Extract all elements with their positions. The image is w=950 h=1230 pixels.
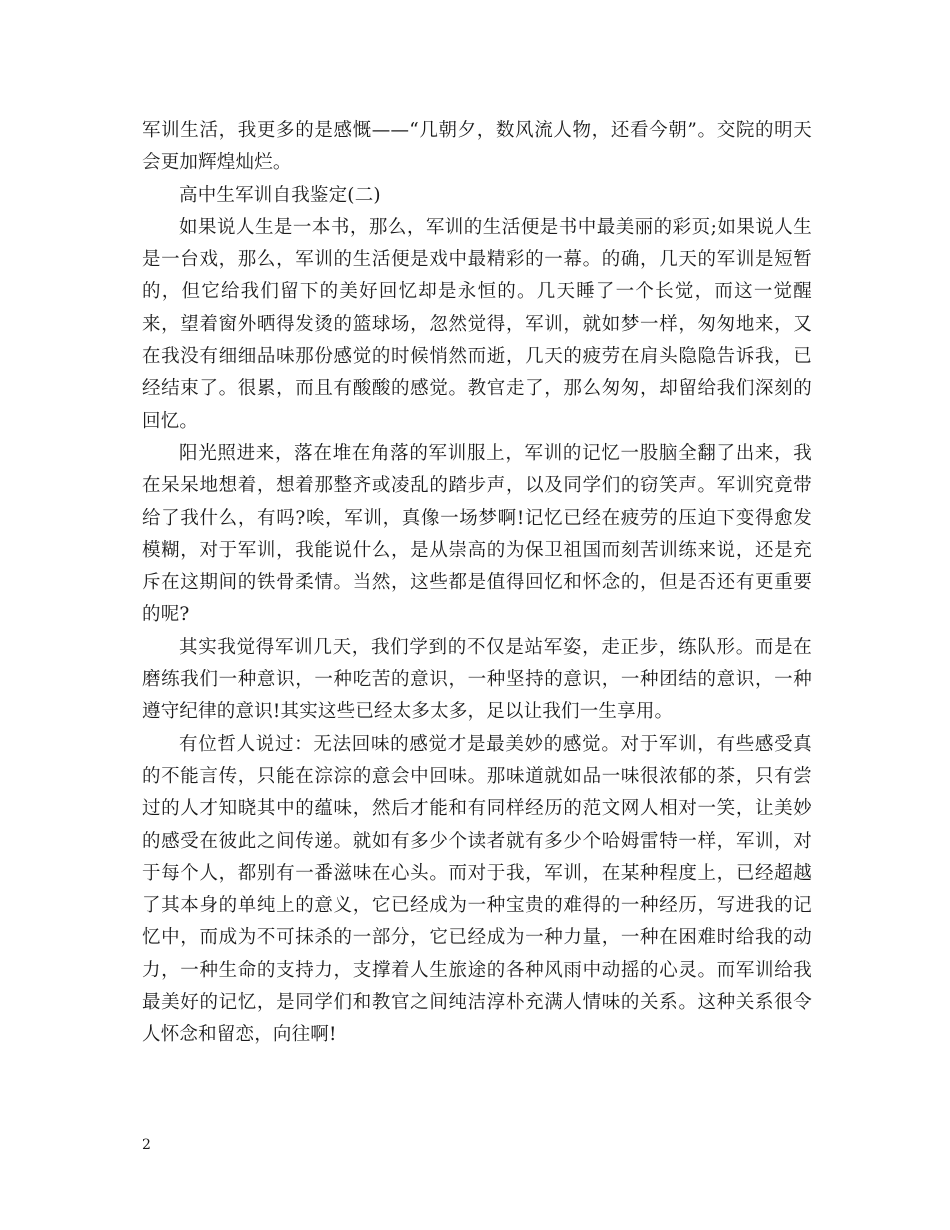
page-number: 2 [142, 1137, 151, 1153]
paragraph-continuation: 军训生活，我更多的是感慨——“几朝夕，数风流人物，还看今朝”。交院的明天会更加辉煌灿烂。 [142, 120, 812, 174]
paragraph: 如果说人生是一本书，那么，军训的生活便是书中最美丽的彩页;如果说人生是一台戏，那么，军训的生活便是戏中最精彩的一幕。的确，几天的军训是短暂的，但它给我们留下的美好回忆却是永恒的。几天睡了一个长觉，而这一觉醒来，望着窗外晒得发烫的篮球场，忽然觉得，军训，就如梦一样，匆匆地来，又在我没有细细品味那份感觉的时候悄然而逝，几天的疲劳在肩头隐隐告诉我，已经结束了。很累，而且有酸酸的感觉。教官走了，那么匆匆，却留给我们深刻的回忆。 [142, 216, 812, 432]
paragraph: 其实我觉得军训几天，我们学到的不仅是站军姿，走正步，练队形。而是在磨练我们一种意识，一种吃苦的意识，一种坚持的意识，一种团结的意识，一种遵守纪律的意识!其实这些已经太多太多，足以让我们一生享用。 [142, 636, 812, 723]
document-body [142, 115, 812, 1052]
section-heading: 高中生军训自我鉴定(二) [179, 184, 381, 206]
paragraph: 有位哲人说过：无法回味的感觉才是最美妙的感觉。对于军训，有些感受真的不能言传，只能在淙淙的意会中回味。那味道就如品一味很浓郁的茶，只有尝过的人才知晓其中的蕴味，然后才能和有同样经历的范文网人相对一笑，让美妙的感受在彼此之间传递。就如有多少个读者就有多少个哈姆雷特一样，军训，对于每个人，都别有一番滋味在心头。而对于我，军训，在某种程度上，已经超越了其本身的单纯上的意义，它已经成为一种宝贵的难得的一种经历，写进我的记忆中，而成为不可抹杀的一部分，它已经成为一种力量，一种在困难时给我的动力，一种生命的支持力，支撑着人生旅途的各种风雨中动摇的心灵。而军训给我最美好的记忆，是同学们和教官之间纯洁淳朴充满人情味的关系。这种关系很令人怀念和留恋，向往啊! [142, 733, 812, 1046]
paragraph: 阳光照进来，落在堆在角落的军训服上，军训的记忆一股脑全翻了出来，我在呆呆地想着，想着那整齐或凌乱的踏步声，以及同学们的窃笑声。军训究竟带给了我什么，有吗?唉，军训，真像一场梦啊!记忆已经在疲劳的压迫下变得愈发模糊，对于军训，我能说什么，是从崇高的为保卫祖国而刻苦训练来说，还是充斥在这期间的铁骨柔情。当然，这些都是值得回忆和怀念的，但是否还有更重要的呢? [142, 442, 812, 626]
